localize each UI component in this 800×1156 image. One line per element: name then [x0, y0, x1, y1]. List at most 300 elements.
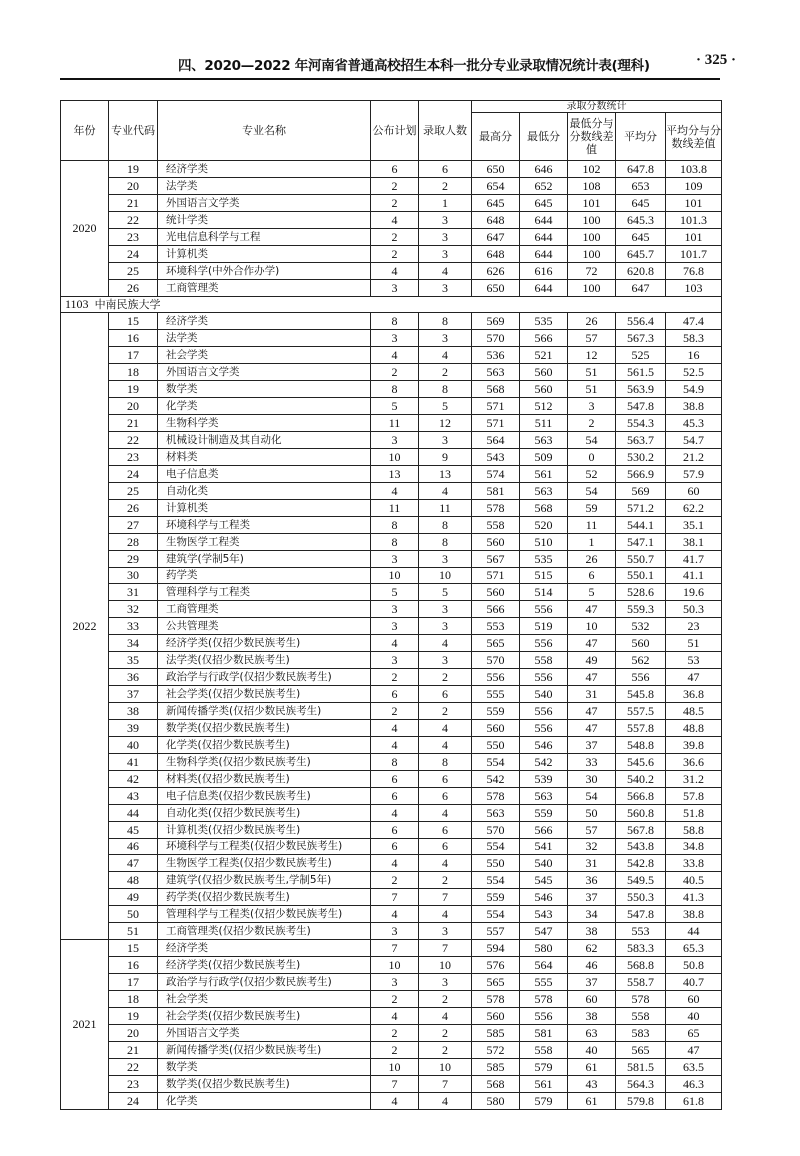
major-code-cell: 25 — [109, 262, 158, 279]
major-code-cell: 15 — [109, 940, 158, 957]
major-code-cell: 20 — [109, 177, 158, 194]
plan-cell: 3 — [371, 330, 419, 347]
max-score-cell: 553 — [472, 618, 520, 635]
min-score-cell: 510 — [520, 533, 568, 550]
avg-diff-cell: 36.8 — [666, 686, 722, 703]
major-code-cell: 32 — [109, 601, 158, 618]
min-diff-cell: 72 — [568, 262, 616, 279]
max-score-cell: 654 — [472, 177, 520, 194]
plan-cell: 4 — [371, 906, 419, 923]
table-row — [61, 635, 722, 652]
major-name-cell: 光电信息科学与工程 — [158, 228, 371, 245]
plan-cell: 4 — [371, 855, 419, 872]
min-score-cell: 540 — [520, 855, 568, 872]
max-score-cell: 563 — [472, 804, 520, 821]
avg-score-cell: 569 — [616, 482, 666, 499]
max-score-cell: 542 — [472, 770, 520, 787]
major-code-cell: 29 — [109, 550, 158, 567]
min-diff-cell: 100 — [568, 228, 616, 245]
min-score-cell: 546 — [520, 736, 568, 753]
plan-cell: 7 — [371, 1075, 419, 1092]
table-row — [61, 584, 722, 601]
max-score-cell: 650 — [472, 279, 520, 296]
major-code-cell: 19 — [109, 381, 158, 398]
avg-diff-cell: 51 — [666, 635, 722, 652]
max-score-cell: 566 — [472, 601, 520, 618]
avg-score-cell: 558 — [616, 1007, 666, 1024]
table-row — [61, 1058, 722, 1075]
min-score-cell: 519 — [520, 618, 568, 635]
min-diff-cell: 38 — [568, 923, 616, 940]
col-min-diff: 最低分与分数线差值 — [568, 113, 616, 161]
col-max: 最高分 — [472, 113, 520, 161]
min-score-cell: 579 — [520, 1092, 568, 1109]
major-name-cell: 生物科学类(仅招少数民族考生) — [158, 753, 371, 770]
table-row — [61, 533, 722, 550]
major-name-cell: 生物科学类 — [158, 415, 371, 432]
avg-score-cell: 645 — [616, 194, 666, 211]
admitted-cell: 6 — [419, 686, 472, 703]
major-code-cell: 21 — [109, 194, 158, 211]
major-name-cell: 建筑学(仅招少数民族考生,学制5年) — [158, 872, 371, 889]
table-row — [61, 499, 722, 516]
min-diff-cell: 50 — [568, 804, 616, 821]
min-score-cell: 521 — [520, 347, 568, 364]
plan-cell: 2 — [371, 990, 419, 1007]
major-name-cell: 工商管理类 — [158, 601, 371, 618]
major-name-cell: 自动化类(仅招少数民族考生) — [158, 804, 371, 821]
admitted-cell: 9 — [419, 448, 472, 465]
admitted-cell: 8 — [419, 313, 472, 330]
table-row — [61, 957, 722, 974]
major-code-cell: 18 — [109, 990, 158, 1007]
plan-cell: 7 — [371, 940, 419, 957]
min-diff-cell: 57 — [568, 821, 616, 838]
admitted-cell: 2 — [419, 1041, 472, 1058]
plan-cell: 4 — [371, 347, 419, 364]
plan-cell: 8 — [371, 313, 419, 330]
avg-score-cell: 542.8 — [616, 855, 666, 872]
table-row — [61, 990, 722, 1007]
avg-diff-cell: 51.8 — [666, 804, 722, 821]
min-diff-cell: 47 — [568, 635, 616, 652]
major-code-cell: 20 — [109, 1024, 158, 1041]
major-name-cell: 经济学类 — [158, 940, 371, 957]
min-score-cell: 540 — [520, 686, 568, 703]
plan-cell: 2 — [371, 194, 419, 211]
avg-diff-cell: 21.2 — [666, 448, 722, 465]
max-score-cell: 550 — [472, 855, 520, 872]
major-name-cell: 药学类(仅招少数民族考生) — [158, 889, 371, 906]
page-header — [60, 50, 736, 80]
min-diff-cell: 49 — [568, 652, 616, 669]
admitted-cell: 2 — [419, 669, 472, 686]
max-score-cell: 563 — [472, 364, 520, 381]
major-code-cell: 46 — [109, 838, 158, 855]
min-diff-cell: 33 — [568, 753, 616, 770]
min-diff-cell: 54 — [568, 787, 616, 804]
major-code-cell: 31 — [109, 584, 158, 601]
admitted-cell: 3 — [419, 211, 472, 228]
max-score-cell: 576 — [472, 957, 520, 974]
admitted-cell: 2 — [419, 990, 472, 1007]
avg-diff-cell: 40.7 — [666, 974, 722, 991]
min-diff-cell: 36 — [568, 872, 616, 889]
min-score-cell: 520 — [520, 516, 568, 533]
major-name-cell: 药学类 — [158, 567, 371, 584]
avg-score-cell: 560 — [616, 635, 666, 652]
major-name-cell: 工商管理类 — [158, 279, 371, 296]
table-row — [61, 889, 722, 906]
avg-score-cell: 565 — [616, 1041, 666, 1058]
min-score-cell: 535 — [520, 313, 568, 330]
min-score-cell: 579 — [520, 1058, 568, 1075]
avg-diff-cell: 48.5 — [666, 703, 722, 720]
plan-cell: 10 — [371, 448, 419, 465]
admitted-cell: 4 — [419, 347, 472, 364]
avg-diff-cell: 101.7 — [666, 245, 722, 262]
max-score-cell: 571 — [472, 567, 520, 584]
year-cell: 2020 — [61, 161, 109, 297]
avg-diff-cell: 76.8 — [666, 262, 722, 279]
max-score-cell: 570 — [472, 821, 520, 838]
min-score-cell: 514 — [520, 584, 568, 601]
admitted-cell: 3 — [419, 601, 472, 618]
min-diff-cell: 0 — [568, 448, 616, 465]
major-code-cell: 34 — [109, 635, 158, 652]
major-code-cell: 18 — [109, 364, 158, 381]
major-code-cell: 21 — [109, 415, 158, 432]
min-diff-cell: 100 — [568, 245, 616, 262]
max-score-cell: 543 — [472, 448, 520, 465]
admitted-cell: 3 — [419, 550, 472, 567]
avg-score-cell: 557.8 — [616, 719, 666, 736]
plan-cell: 5 — [371, 584, 419, 601]
plan-cell: 4 — [371, 635, 419, 652]
major-code-cell: 23 — [109, 448, 158, 465]
major-name-cell: 经济学类 — [158, 161, 371, 178]
table-row — [61, 279, 722, 296]
min-score-cell: 561 — [520, 1075, 568, 1092]
avg-diff-cell: 38.8 — [666, 398, 722, 415]
university-code: 1103 — [65, 296, 89, 311]
university-name: 中南民族大学 — [94, 297, 161, 311]
major-code-cell: 37 — [109, 686, 158, 703]
major-name-cell: 材料类(仅招少数民族考生) — [158, 770, 371, 787]
major-name-cell: 外国语言文学类 — [158, 1024, 371, 1041]
plan-cell: 6 — [371, 787, 419, 804]
major-code-cell: 20 — [109, 398, 158, 415]
major-code-cell: 51 — [109, 923, 158, 940]
major-name-cell: 生物医学工程类 — [158, 533, 371, 550]
min-score-cell: 556 — [520, 601, 568, 618]
min-diff-cell: 47 — [568, 703, 616, 720]
avg-score-cell: 556 — [616, 669, 666, 686]
plan-cell: 2 — [371, 228, 419, 245]
major-code-cell: 15 — [109, 313, 158, 330]
plan-cell: 6 — [371, 821, 419, 838]
max-score-cell: 650 — [472, 161, 520, 178]
avg-score-cell: 567.3 — [616, 330, 666, 347]
avg-diff-cell: 23 — [666, 618, 722, 635]
min-score-cell: 555 — [520, 974, 568, 991]
major-name-cell: 数学类(仅招少数民族考生) — [158, 1075, 371, 1092]
major-code-cell: 42 — [109, 770, 158, 787]
admitted-cell: 12 — [419, 415, 472, 432]
major-name-cell: 数学类 — [158, 381, 371, 398]
admitted-cell: 4 — [419, 906, 472, 923]
max-score-cell: 647 — [472, 228, 520, 245]
max-score-cell: 580 — [472, 1092, 520, 1109]
major-name-cell: 数学类(仅招少数民族考生) — [158, 719, 371, 736]
avg-diff-cell: 50.8 — [666, 957, 722, 974]
table-row — [61, 652, 722, 669]
min-diff-cell: 101 — [568, 194, 616, 211]
plan-cell: 2 — [371, 245, 419, 262]
avg-score-cell: 563.7 — [616, 432, 666, 449]
major-code-cell: 17 — [109, 974, 158, 991]
avg-score-cell: 556.4 — [616, 313, 666, 330]
table-row — [61, 432, 722, 449]
avg-score-cell: 528.6 — [616, 584, 666, 601]
avg-score-cell: 530.2 — [616, 448, 666, 465]
admitted-cell: 5 — [419, 584, 472, 601]
admitted-cell: 4 — [419, 719, 472, 736]
min-score-cell: 564 — [520, 957, 568, 974]
admitted-cell: 8 — [419, 516, 472, 533]
plan-cell: 6 — [371, 838, 419, 855]
admitted-cell: 6 — [419, 821, 472, 838]
plan-cell: 4 — [371, 719, 419, 736]
plan-cell: 4 — [371, 262, 419, 279]
max-score-cell: 578 — [472, 787, 520, 804]
avg-diff-cell: 16 — [666, 347, 722, 364]
min-diff-cell: 100 — [568, 279, 616, 296]
plan-cell: 8 — [371, 516, 419, 533]
major-name-cell: 电子信息类(仅招少数民族考生) — [158, 787, 371, 804]
avg-diff-cell: 48.8 — [666, 719, 722, 736]
min-score-cell: 616 — [520, 262, 568, 279]
min-score-cell: 545 — [520, 872, 568, 889]
major-code-cell: 22 — [109, 211, 158, 228]
plan-cell: 2 — [371, 364, 419, 381]
avg-score-cell: 567.8 — [616, 821, 666, 838]
min-score-cell: 646 — [520, 161, 568, 178]
plan-cell: 2 — [371, 669, 419, 686]
admitted-cell: 3 — [419, 652, 472, 669]
min-score-cell: 559 — [520, 804, 568, 821]
table-row — [61, 347, 722, 364]
avg-diff-cell: 101 — [666, 194, 722, 211]
plan-cell: 10 — [371, 567, 419, 584]
min-score-cell: 566 — [520, 330, 568, 347]
admitted-cell: 3 — [419, 330, 472, 347]
major-code-cell: 33 — [109, 618, 158, 635]
min-diff-cell: 108 — [568, 177, 616, 194]
max-score-cell: 550 — [472, 736, 520, 753]
avg-score-cell: 620.8 — [616, 262, 666, 279]
plan-cell: 10 — [371, 1058, 419, 1075]
avg-score-cell: 553 — [616, 923, 666, 940]
min-diff-cell: 47 — [568, 669, 616, 686]
table-row — [61, 753, 722, 770]
max-score-cell: 558 — [472, 516, 520, 533]
table-row — [61, 669, 722, 686]
max-score-cell: 578 — [472, 990, 520, 1007]
min-score-cell: 652 — [520, 177, 568, 194]
avg-score-cell: 554.3 — [616, 415, 666, 432]
admitted-cell: 2 — [419, 703, 472, 720]
plan-cell: 5 — [371, 398, 419, 415]
avg-diff-cell: 101 — [666, 228, 722, 245]
min-diff-cell: 37 — [568, 889, 616, 906]
min-score-cell: 556 — [520, 1007, 568, 1024]
avg-score-cell: 647 — [616, 279, 666, 296]
avg-diff-cell: 47 — [666, 669, 722, 686]
year-cell: 2021 — [61, 940, 109, 1109]
avg-score-cell: 547.8 — [616, 398, 666, 415]
plan-cell: 3 — [371, 923, 419, 940]
avg-diff-cell: 52.5 — [666, 364, 722, 381]
avg-diff-cell: 40.5 — [666, 872, 722, 889]
table-row — [61, 787, 722, 804]
plan-cell: 2 — [371, 1024, 419, 1041]
major-code-cell: 21 — [109, 1041, 158, 1058]
avg-score-cell: 563.9 — [616, 381, 666, 398]
min-score-cell: 535 — [520, 550, 568, 567]
table-row — [61, 364, 722, 381]
min-score-cell: 556 — [520, 669, 568, 686]
avg-diff-cell: 54.7 — [666, 432, 722, 449]
min-score-cell: 580 — [520, 940, 568, 957]
major-name-cell: 环境科学(中外合作办学) — [158, 262, 371, 279]
min-diff-cell: 47 — [568, 719, 616, 736]
min-diff-cell: 12 — [568, 347, 616, 364]
min-score-cell: 547 — [520, 923, 568, 940]
min-diff-cell: 61 — [568, 1092, 616, 1109]
min-score-cell: 556 — [520, 635, 568, 652]
major-name-cell: 经济学类(仅招少数民族考生) — [158, 635, 371, 652]
major-code-cell: 39 — [109, 719, 158, 736]
min-diff-cell: 6 — [568, 567, 616, 584]
major-name-cell: 法学类 — [158, 177, 371, 194]
plan-cell: 6 — [371, 161, 419, 178]
max-score-cell: 560 — [472, 533, 520, 550]
admitted-cell: 8 — [419, 533, 472, 550]
min-score-cell: 566 — [520, 821, 568, 838]
min-diff-cell: 34 — [568, 906, 616, 923]
min-score-cell: 512 — [520, 398, 568, 415]
admitted-cell: 4 — [419, 1007, 472, 1024]
admitted-cell: 4 — [419, 736, 472, 753]
table-row — [61, 838, 722, 855]
max-score-cell: 648 — [472, 211, 520, 228]
col-score-group: 录取分数统计 — [472, 101, 722, 113]
avg-score-cell: 581.5 — [616, 1058, 666, 1075]
plan-cell: 4 — [371, 804, 419, 821]
min-score-cell: 644 — [520, 228, 568, 245]
avg-score-cell: 558.7 — [616, 974, 666, 991]
table-row — [61, 855, 722, 872]
table-row — [61, 567, 722, 584]
major-code-cell: 36 — [109, 669, 158, 686]
avg-score-cell: 547.8 — [616, 906, 666, 923]
min-diff-cell: 43 — [568, 1075, 616, 1092]
max-score-cell: 554 — [472, 753, 520, 770]
avg-diff-cell: 62.2 — [666, 499, 722, 516]
max-score-cell: 557 — [472, 923, 520, 940]
min-diff-cell: 63 — [568, 1024, 616, 1041]
max-score-cell: 594 — [472, 940, 520, 957]
min-diff-cell: 26 — [568, 313, 616, 330]
max-score-cell: 564 — [472, 432, 520, 449]
major-code-cell: 27 — [109, 516, 158, 533]
avg-diff-cell: 101.3 — [666, 211, 722, 228]
table-row — [61, 550, 722, 567]
avg-diff-cell: 46.3 — [666, 1075, 722, 1092]
avg-score-cell: 566.8 — [616, 787, 666, 804]
avg-score-cell: 571.2 — [616, 499, 666, 516]
min-score-cell: 511 — [520, 415, 568, 432]
plan-cell: 3 — [371, 601, 419, 618]
avg-score-cell: 568.8 — [616, 957, 666, 974]
page-title: 四、2020—2022 年河南省普通高校招生本科一批分专业录取情况统计表(理科) — [178, 58, 650, 74]
max-score-cell: 626 — [472, 262, 520, 279]
major-code-cell: 24 — [109, 245, 158, 262]
admitted-cell: 6 — [419, 770, 472, 787]
table-row — [61, 940, 722, 957]
avg-diff-cell: 34.8 — [666, 838, 722, 855]
min-score-cell: 568 — [520, 499, 568, 516]
avg-diff-cell: 57.9 — [666, 465, 722, 482]
admitted-cell: 8 — [419, 753, 472, 770]
max-score-cell: 570 — [472, 652, 520, 669]
avg-score-cell: 532 — [616, 618, 666, 635]
max-score-cell: 555 — [472, 686, 520, 703]
table-row — [61, 770, 722, 787]
avg-score-cell: 550.1 — [616, 567, 666, 584]
max-score-cell: 572 — [472, 1041, 520, 1058]
min-score-cell: 556 — [520, 703, 568, 720]
admitted-cell: 2 — [419, 1024, 472, 1041]
max-score-cell: 554 — [472, 838, 520, 855]
table-row — [61, 719, 722, 736]
avg-score-cell: 583 — [616, 1024, 666, 1041]
max-score-cell: 570 — [472, 330, 520, 347]
admitted-cell: 4 — [419, 482, 472, 499]
max-score-cell: 560 — [472, 719, 520, 736]
table-row — [61, 618, 722, 635]
avg-diff-cell: 65 — [666, 1024, 722, 1041]
avg-score-cell: 545.6 — [616, 753, 666, 770]
avg-score-cell: 549.5 — [616, 872, 666, 889]
max-score-cell: 559 — [472, 703, 520, 720]
major-code-cell: 19 — [109, 1007, 158, 1024]
major-code-cell: 23 — [109, 1075, 158, 1092]
major-code-cell: 45 — [109, 821, 158, 838]
min-score-cell: 644 — [520, 211, 568, 228]
max-score-cell: 565 — [472, 635, 520, 652]
col-min: 最低分 — [520, 113, 568, 161]
major-code-cell: 47 — [109, 855, 158, 872]
major-name-cell: 计算机类 — [158, 245, 371, 262]
avg-score-cell: 545.8 — [616, 686, 666, 703]
max-score-cell: 559 — [472, 889, 520, 906]
max-score-cell: 567 — [472, 550, 520, 567]
admitted-cell: 2 — [419, 177, 472, 194]
admitted-cell: 7 — [419, 1075, 472, 1092]
plan-cell: 8 — [371, 533, 419, 550]
